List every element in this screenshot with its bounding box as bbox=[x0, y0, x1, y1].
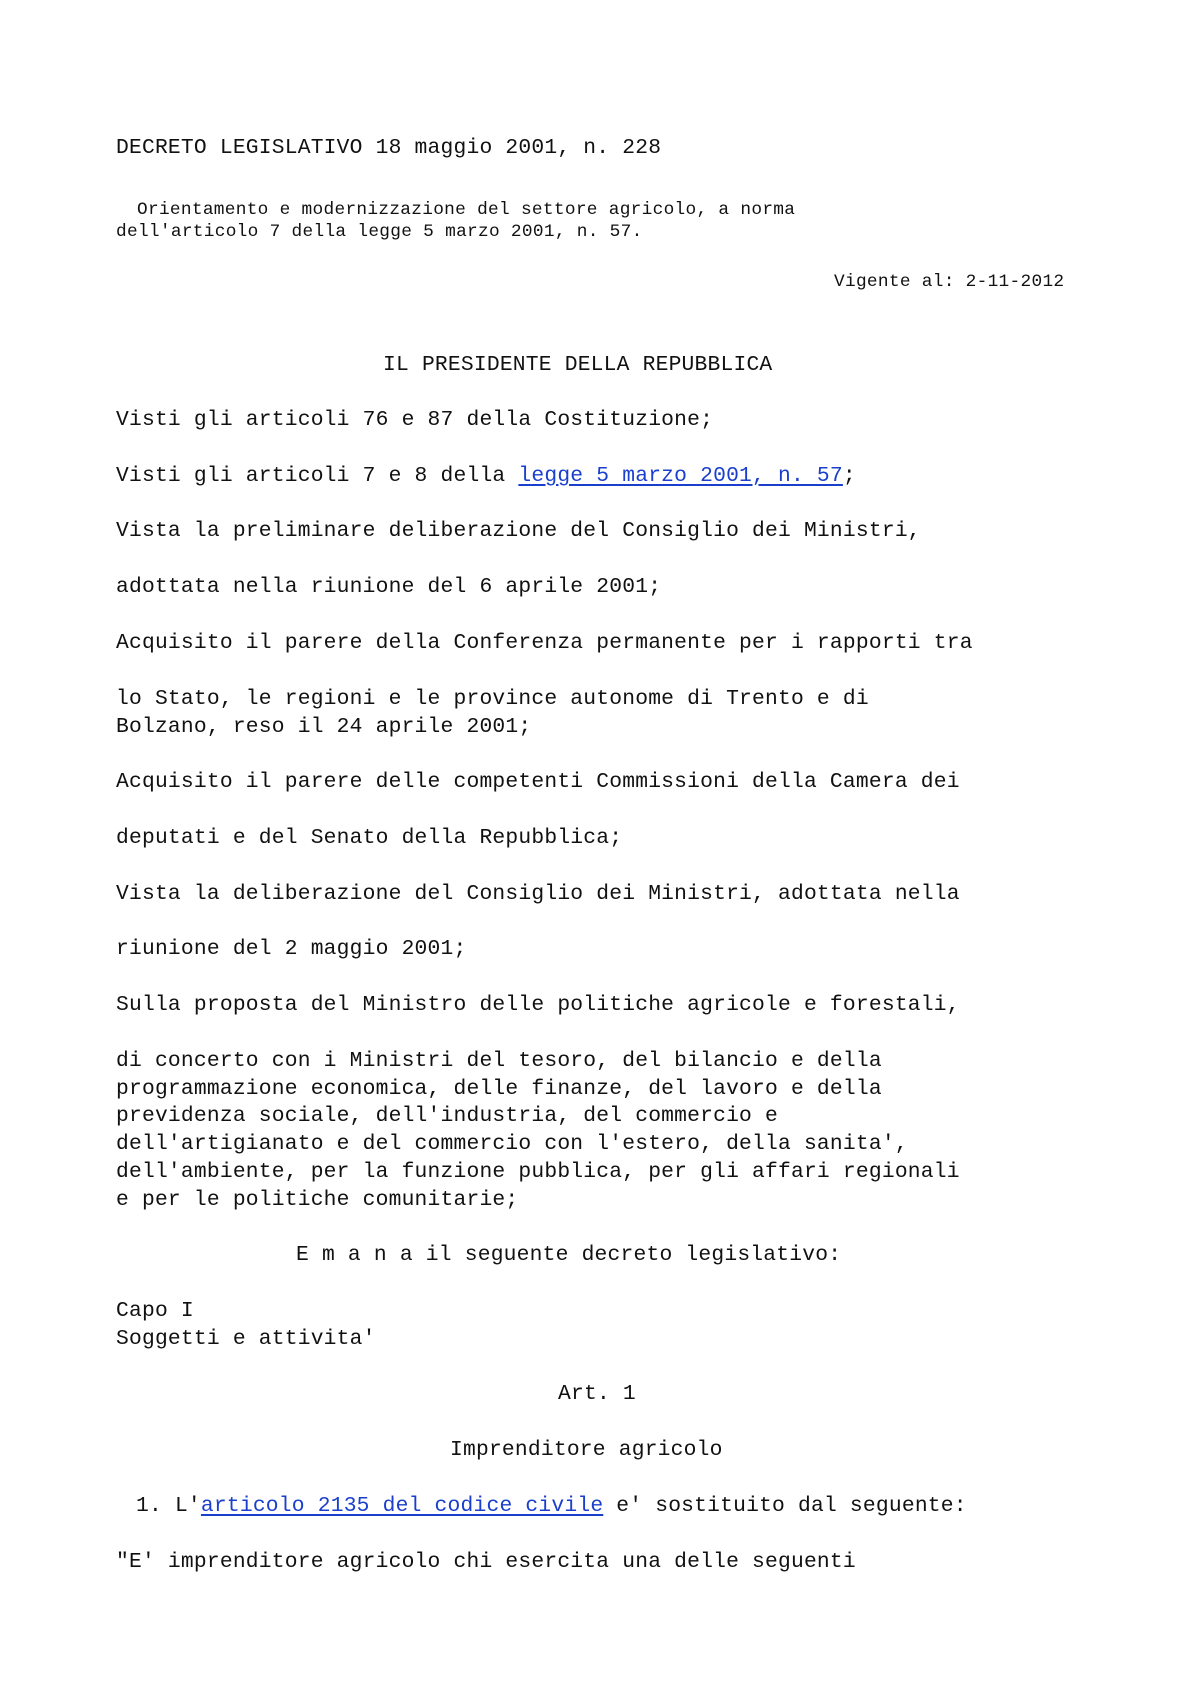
article-title: Imprenditore agricolo bbox=[450, 1438, 723, 1462]
preamble-line: Acquisito il parere delle competenti Commissioni della Camera dei bbox=[116, 770, 960, 794]
preamble-line: Bolzano, reso il 24 aprile 2001; bbox=[116, 715, 532, 739]
article-text: 1. L' bbox=[136, 1494, 201, 1518]
preamble-line bbox=[116, 462, 856, 490]
document-subtitle: dell'articolo 7 della legge 5 marzo 2001, n. 57. bbox=[116, 222, 643, 242]
capo-label: Capo I bbox=[116, 1299, 194, 1323]
preamble-line: previdenza sociale, dell'industria, del commercio e bbox=[116, 1104, 778, 1128]
article-comma bbox=[136, 1492, 967, 1520]
article-number: Art. 1 bbox=[558, 1382, 636, 1406]
preamble-line: Sulla proposta del Ministro delle politiche agricole e forestali, bbox=[116, 993, 960, 1017]
preamble-line: di concerto con i Ministri del tesoro, del bilancio e della bbox=[116, 1049, 882, 1073]
article-text: e' sostituito dal seguente: bbox=[616, 1494, 967, 1518]
preamble-line: Acquisito il parere della Conferenza permanente per i rapporti tra bbox=[116, 631, 973, 655]
preamble-line: deputati e del Senato della Repubblica; bbox=[116, 826, 623, 850]
preamble-line: Visti gli articoli 76 e 87 della Costituzione; bbox=[116, 408, 714, 432]
capo-title: Soggetti e attivita' bbox=[116, 1327, 376, 1351]
preamble-line: lo Stato, le regioni e le province autonome di Trento e di bbox=[116, 687, 869, 711]
enactment-formula: E m a n a il seguente decreto legislativo: bbox=[296, 1243, 842, 1267]
preamble-line: Vista la preliminare deliberazione del Consiglio dei Ministri, bbox=[116, 519, 921, 543]
codice-civile-link[interactable]: articolo 2135 del codice civile bbox=[200, 1494, 604, 1518]
document-title: DECRETO LEGISLATIVO 18 maggio 2001, n. 228 bbox=[116, 136, 662, 160]
preamble-text: ; bbox=[842, 464, 856, 488]
vigente-date: Vigente al: 2-11-2012 bbox=[834, 272, 1065, 292]
issuer-heading: IL PRESIDENTE DELLA REPUBBLICA bbox=[383, 353, 773, 377]
preamble-line: dell'artigianato e del commercio con l'estero, della sanita', bbox=[116, 1132, 908, 1156]
preamble-line: e per le politiche comunitarie; bbox=[116, 1188, 519, 1212]
preamble-line: riunione del 2 maggio 2001; bbox=[116, 937, 467, 961]
preamble-text: Visti gli articoli 7 e 8 della bbox=[116, 464, 519, 488]
preamble-line: adottata nella riunione del 6 aprile 2001; bbox=[116, 575, 662, 599]
preamble-line: dell'ambiente, per la funzione pubblica, per gli affari regionali bbox=[116, 1160, 960, 1184]
document-subtitle: Orientamento e modernizzazione del settore agricolo, a norma bbox=[137, 200, 796, 220]
preamble-line: programmazione economica, delle finanze, del lavoro e della bbox=[116, 1077, 882, 1101]
preamble-line: Vista la deliberazione del Consiglio dei Ministri, adottata nella bbox=[116, 882, 960, 906]
legge-57-link[interactable]: legge 5 marzo 2001, n. 57 bbox=[518, 464, 843, 488]
article-text: "E' imprenditore agricolo chi esercita una delle seguenti bbox=[116, 1550, 856, 1574]
